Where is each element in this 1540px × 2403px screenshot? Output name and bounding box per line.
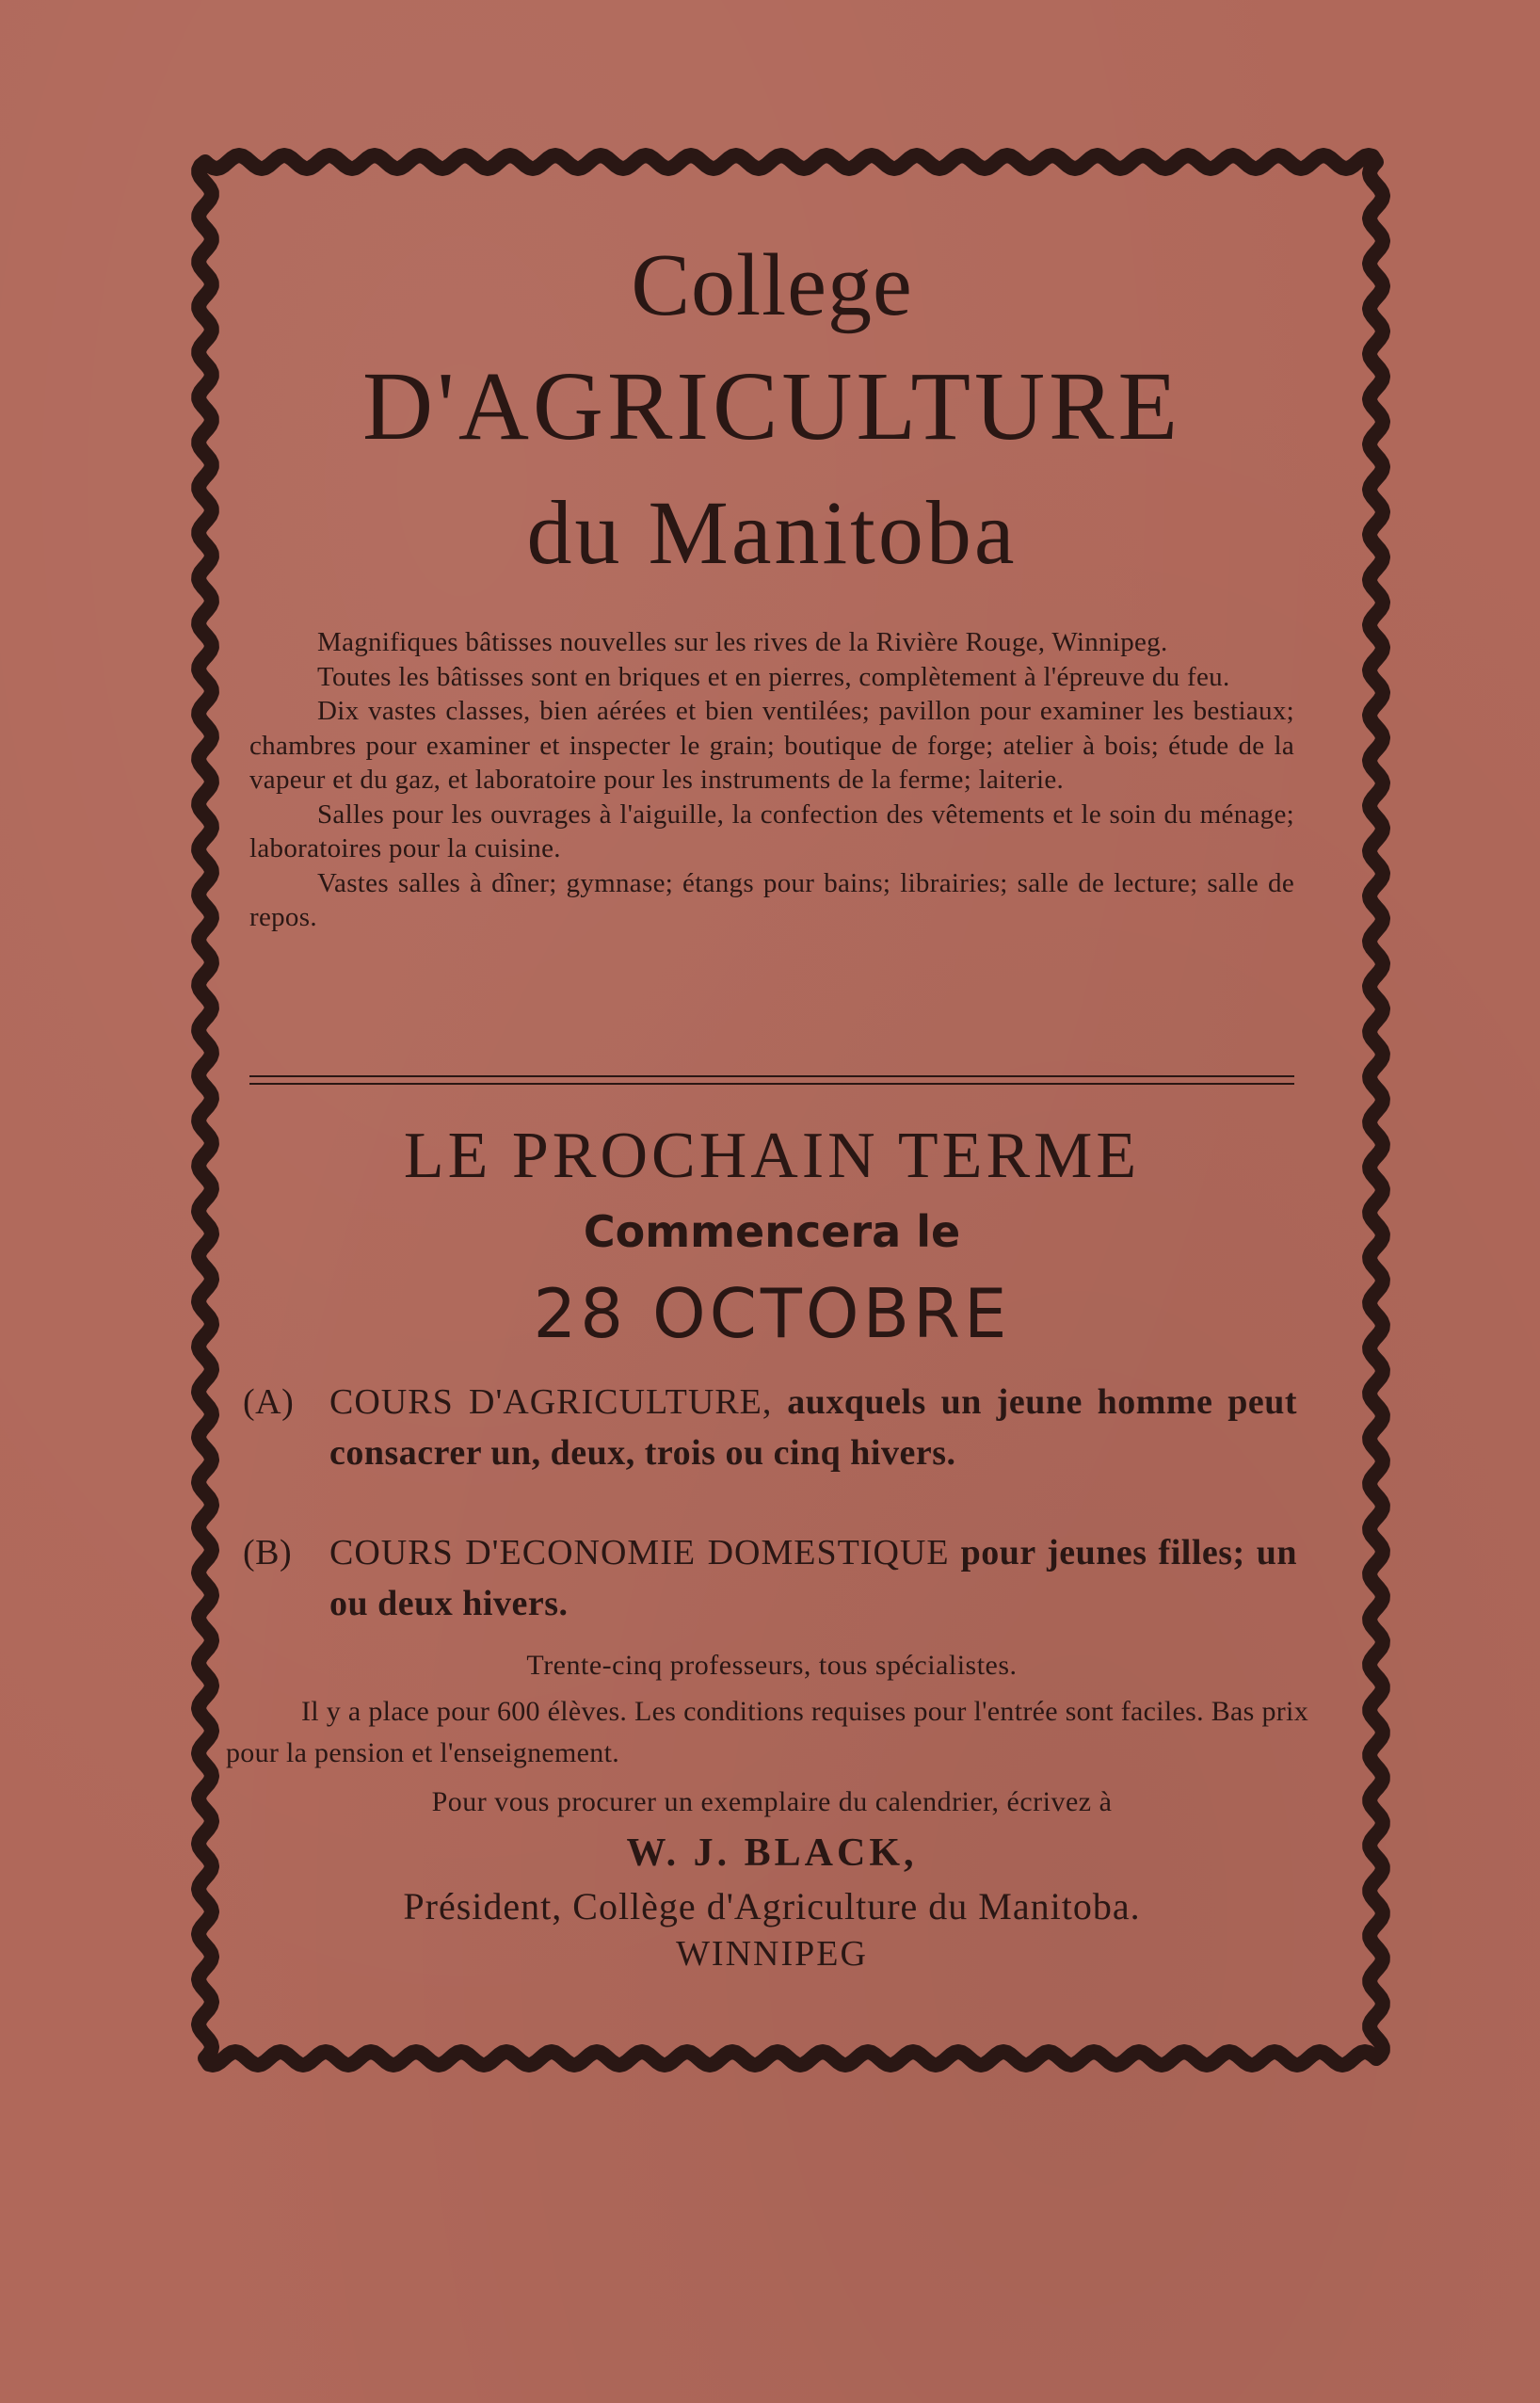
course-description: auxquels un jeune homme peut consacrer un, deux, trois ou cinq hivers. [329,1382,1298,1473]
course-marker: (B) [243,1533,293,1572]
course-text [329,1377,1297,1478]
course-title: COURS D'AGRICULTURE, [329,1382,773,1422]
title-college: College [631,236,913,334]
term-subheading: Commencera le [583,1206,961,1257]
places-line: Il y a place pour 600 élèves. Les conditions requises pour l'entrée sont faciles. Bas prix pour la pension et l'enseignement. [226,1696,1308,1768]
staff-line: Trente-cinq professeurs, tous spécialistes. [526,1650,1018,1681]
term-heading: LE PROCHAIN TERME [403,1120,1141,1192]
title-manitoba: du Manitoba [526,482,1018,583]
title-agriculture: D'AGRICULTURE [361,352,1182,460]
intro-text [249,625,1294,935]
course-item-a [243,1377,1297,1478]
intro-paragraph: Dix vastes classes, bien aérées et bien ventilées; pavillon pour examiner les bestiaux; chambres pour examiner et inspecter le grain; boutique de forge; atelier à bois; étude de la vapeur et du gaz, et laboratoire pour les instruments de la ferme; laiterie. [249,696,1294,795]
contact-title: Président, Collège d'Agriculture du Manitoba. [403,1885,1141,1927]
intro-paragraph: Toutes les bâtisses sont en briques et en pierres, complètement à l'épreuve du feu. [317,661,1230,692]
intro-paragraph: Magnifiques bâtisses nouvelles sur les rives de la Rivière Rouge, Winnipeg. [317,627,1168,657]
course-item-b [243,1527,1297,1629]
intro-paragraph: Salles pour les ouvrages à l'aiguille, la confection des vêtements et le soin du ménage; laboratoires pour la cuisine. [249,798,1294,863]
course-text [329,1527,1297,1629]
course-description: pour jeunes filles; un ou deux hivers. [329,1533,1297,1623]
double-rule-divider [249,1075,1294,1085]
contact-city: WINNIPEG [676,1934,868,1974]
intro-paragraph: Vastes salles à dîner; gymnase; étangs pour bains; librairies; salle de lecture; salle de repos. [249,867,1294,932]
contact-name: W. J. BLACK, [626,1831,918,1875]
term-date: 28 OCTOBRE [533,1274,1011,1353]
course-title: COURS D'ECONOMIE DOMESTIQUE [329,1533,950,1572]
calendar-line: Pour vous procurer un exemplaire du calendrier, écrivez à [431,1786,1113,1817]
course-marker: (A) [243,1382,295,1422]
